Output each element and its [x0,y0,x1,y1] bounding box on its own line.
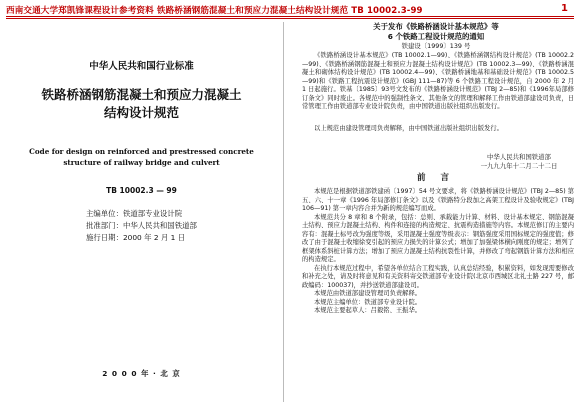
standard-category: 中华人民共和国行业标准 [89,61,194,72]
notice-title-line-2: 6 个铁路工程设计规范的通知 [387,31,485,41]
publication-footer: 2 0 0 0 年 · 北 京 [102,369,181,378]
notice-paragraph-1: 《铁路桥涵设计基本规范》(TB 10002.1—99)、《铁路桥涵钢结构设计规范》(TB 10002.2—99)、《铁路桥涵钢筋混凝土和预应力混凝土结构设计规范》(TB 10002.3—99)、《铁路桥涵混凝土和砌体结构设计规范》(TB 10002.4—99)、《铁路桥涵地基和基础设计规范》(TB 10002.5—99)和《铁路工程抗震设计规范》(GBJ 111—87)等 6 个铁路工程设计规范，自 2000 年 2 月 1 日起施行。铁基〔1985〕93号文发布的《铁路桥涵设计规范》(TBJ 2—85)和《1996年局部修订条文》同时废止。各规范中的强制性条文、其他条文的管理和解释工作由铁道部建设司负责，日常管理工作由铁道部专业设计院负责，由中国铁道出版社组织出版发行。 [302,52,574,110]
notice-signature [464,153,574,170]
notice-number: 铁建设〔1999〕139 号 [401,42,471,50]
foreword-paragraph: 本规范主编单位：铁道部专业设计院。 [314,298,422,306]
notice-title-line-1: 关于发布《铁路桥涵设计基本规范》等 [373,22,499,31]
header-rule-top [6,16,574,17]
foreword-paragraph: 本规范由铁道部建设管理司负责解释。 [314,290,422,297]
signature-org: 中华人民共和国铁道部 [487,153,551,161]
title-line-2: 结构设计规范 [103,105,179,120]
foreword-paragraph: 本规范主要起草人：吕毅铭、王振华。 [314,307,422,314]
signature-date: 一九九九年十二月二十二日 [480,161,558,170]
standard-code: TB 10002.3 — 99 [106,186,177,195]
cover-page [0,20,283,410]
header-rule-bottom [6,18,574,19]
notice-title [294,22,578,41]
meta-approver: 批准部门：中华人民共和国铁道部 [86,221,197,230]
english-title-line-1: Code for design on reinforced and prestressed concrete [29,147,254,156]
meta-editor: 主编单位：铁道部专业设计院 [86,209,183,218]
english-title-line-2: structure of railway bridge and culvert [63,158,220,167]
publication-meta [86,208,197,244]
document-title [0,86,283,122]
header-title: 西南交通大学郑凯锋课程设计参考资料 铁路桥涵钢筋混凝土和预应力混凝土结构设计规范 TB 10002.3-99 [6,6,423,16]
notice-paragraph-2: 以上规范由建设管理司负责解释，由中国铁道出版社组织出版发行。 [314,125,503,132]
page-number: 1 [561,3,568,14]
meta-effective-date: 施行日期：2000 年 2 月 1 日 [86,233,186,242]
foreword-body [302,188,574,316]
foreword-heading: 前 言 [417,173,455,183]
header-bar [0,0,580,20]
title-line-1: 铁路桥涵钢筋混凝土和预应力混凝土 [41,87,242,102]
notice-page [284,20,580,410]
english-title [0,146,283,168]
foreword-paragraph: 在执行本规范过程中，希望各单位结合工程实践，认真总结经验，积累资料，如发现需要修改和补充之处，请及时将意见和有关资料寄交铁道部专业设计院(北京市西城区北礼士路 227 号，邮政编码：100037)，并抄送铁道部建设司。 [302,264,574,289]
foreword-paragraph: 本规范是根据铁道部铁建函〔1997〕54 号文要求，将《铁路桥涵设计规范》(TBJ 2—85) 第五、六、十一章《1996 年局部修订条文》以及《铁路特分段加之高架工程设计及验收规定》(TBJ 106—91) 第一章内容合并为新的规范编写而成。 [302,188,574,212]
foreword-paragraph: 本规范共分 8 章和 8 个附录，包括：总则、承载能力计算、材料、设计基本规定、钢筋混凝土结构、预应力混凝土结构、构件和连接的构造规定、抗震构造措施等内容。本规范修订的主要内容有：混凝土标号改为强度等级，采用混凝土强度等级表示：钢筋强度采用国标规定的强度值；修改了由于混凝土收缩徐变引起的预应力损失的计算公式；增加了加强梁体横向刚度的规定；增列了框架体系斜桩计算方法；增加了预应力混凝土结构抗裂性计算，并修改了弯起钢筋计算方法和相应的构造规定。 [302,213,574,263]
